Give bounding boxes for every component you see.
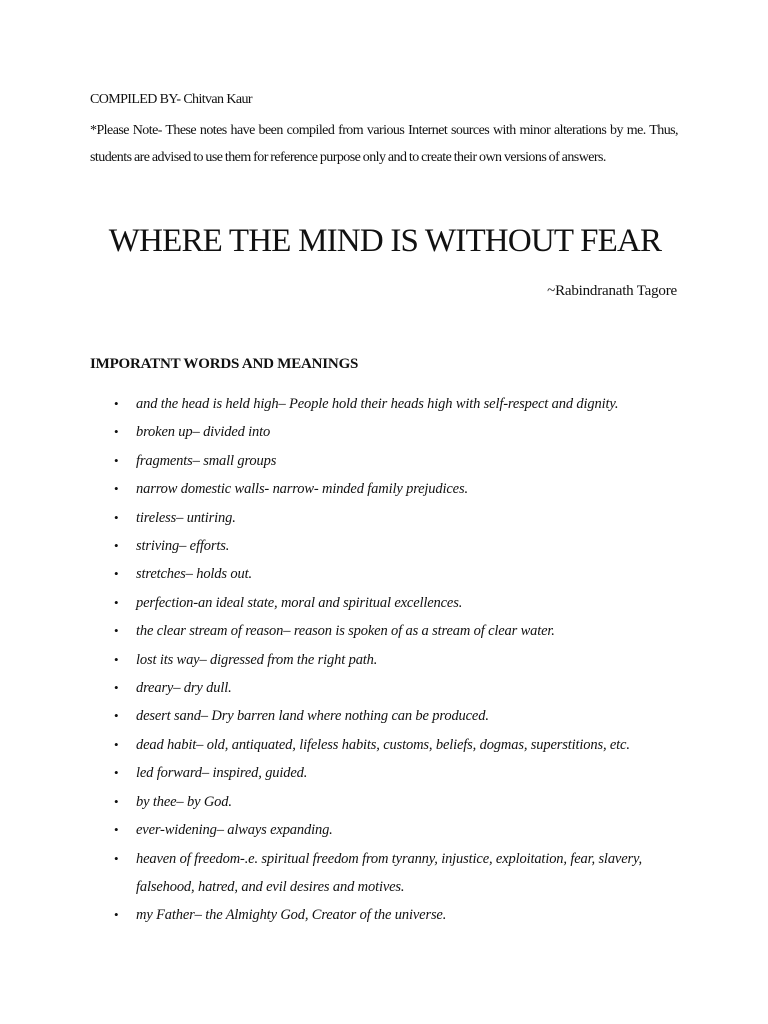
list-item-text: desert sand– Dry barren land where nothing can be produced. bbox=[136, 708, 489, 725]
list-item bbox=[0, 788, 656, 816]
list-item bbox=[0, 731, 656, 759]
bullet-icon: • bbox=[114, 481, 119, 497]
list-item bbox=[0, 418, 656, 446]
list-item-text: lost its way– digressed from the right path. bbox=[136, 651, 378, 668]
bullet-icon: • bbox=[114, 850, 119, 866]
list-item bbox=[0, 646, 656, 674]
list-item bbox=[0, 674, 656, 702]
bullet-icon: • bbox=[114, 736, 119, 752]
list-item bbox=[0, 845, 656, 902]
list-item-text: tireless– untiring. bbox=[136, 509, 236, 526]
list-item-text: my Father– the Almighty God, Creator of the universe. bbox=[136, 907, 447, 924]
bullet-icon: • bbox=[114, 566, 119, 582]
list-item-text: and the head is held high– People hold their heads high with self-respect and dignity. bbox=[136, 396, 619, 412]
bullet-icon: • bbox=[114, 396, 119, 411]
word-meaning-list bbox=[0, 390, 768, 930]
poem-author: ~Rabindranath Tagore bbox=[547, 283, 677, 299]
list-item-text: dreary– dry dull. bbox=[136, 680, 232, 697]
bullet-icon: • bbox=[114, 651, 119, 667]
list-item-text: led forward– inspired, guided. bbox=[136, 765, 308, 782]
list-item bbox=[0, 702, 656, 730]
list-item-text: heaven of freedom-.e. spiritual freedom from tyranny, injustice, exploitation, fear, slavery, falsehood, hatred, and evil desires and motives. bbox=[136, 850, 642, 895]
list-item-text: dead habit– old, antiquated, lifeless habits, customs, beliefs, dogmas, superstitions, etc. bbox=[136, 736, 630, 753]
list-item bbox=[0, 560, 656, 588]
bullet-icon: • bbox=[114, 623, 119, 639]
bullet-icon: • bbox=[114, 452, 119, 468]
poem-title: WHERE THE MIND IS WITHOUT FEAR bbox=[108, 223, 662, 259]
list-item-text: ever-widening– always expanding. bbox=[136, 822, 333, 839]
list-item bbox=[0, 589, 656, 617]
bullet-icon: • bbox=[114, 538, 119, 554]
list-item bbox=[0, 532, 656, 560]
list-item bbox=[0, 475, 656, 503]
list-item bbox=[0, 617, 656, 645]
list-item bbox=[0, 504, 656, 532]
list-item bbox=[0, 901, 656, 929]
list-item bbox=[0, 447, 656, 475]
list-item-text: the clear stream of reason– reason is spoken of as a stream of clear water. bbox=[136, 623, 555, 640]
list-item bbox=[0, 816, 656, 844]
bullet-icon: • bbox=[114, 907, 119, 923]
list-item-text: striving– efforts. bbox=[136, 538, 230, 555]
bullet-icon: • bbox=[114, 765, 119, 781]
bullet-icon: • bbox=[114, 822, 119, 838]
bullet-icon: • bbox=[114, 509, 119, 525]
bullet-icon: • bbox=[114, 680, 119, 696]
list-item-text: narrow domestic walls- narrow- minded family prejudices. bbox=[136, 481, 468, 498]
disclaimer-note: *Please Note- These notes have been compiled from various Internet sources with minor alterations by me. Thus, students are advised to use them for reference purpose only and to create their own versions of answers. bbox=[90, 123, 678, 165]
list-item-text: broken up– divided into bbox=[136, 424, 271, 441]
section-heading: IMPORATNT WORDS AND MEANINGS bbox=[90, 356, 359, 372]
bullet-icon: • bbox=[114, 594, 119, 610]
bullet-icon: • bbox=[114, 793, 119, 809]
list-item bbox=[0, 759, 656, 787]
list-item-text: fragments– small groups bbox=[136, 452, 277, 469]
bullet-icon: • bbox=[114, 424, 119, 440]
list-item bbox=[0, 390, 656, 418]
compiled-by-line: COMPILED BY- Chitvan Kaur bbox=[90, 92, 252, 107]
list-item-text: stretches– holds out. bbox=[136, 566, 252, 583]
list-item-text: by thee– by God. bbox=[136, 793, 232, 810]
list-item-text: perfection-an ideal state, moral and spiritual excellences. bbox=[136, 594, 463, 611]
bullet-icon: • bbox=[114, 708, 119, 724]
